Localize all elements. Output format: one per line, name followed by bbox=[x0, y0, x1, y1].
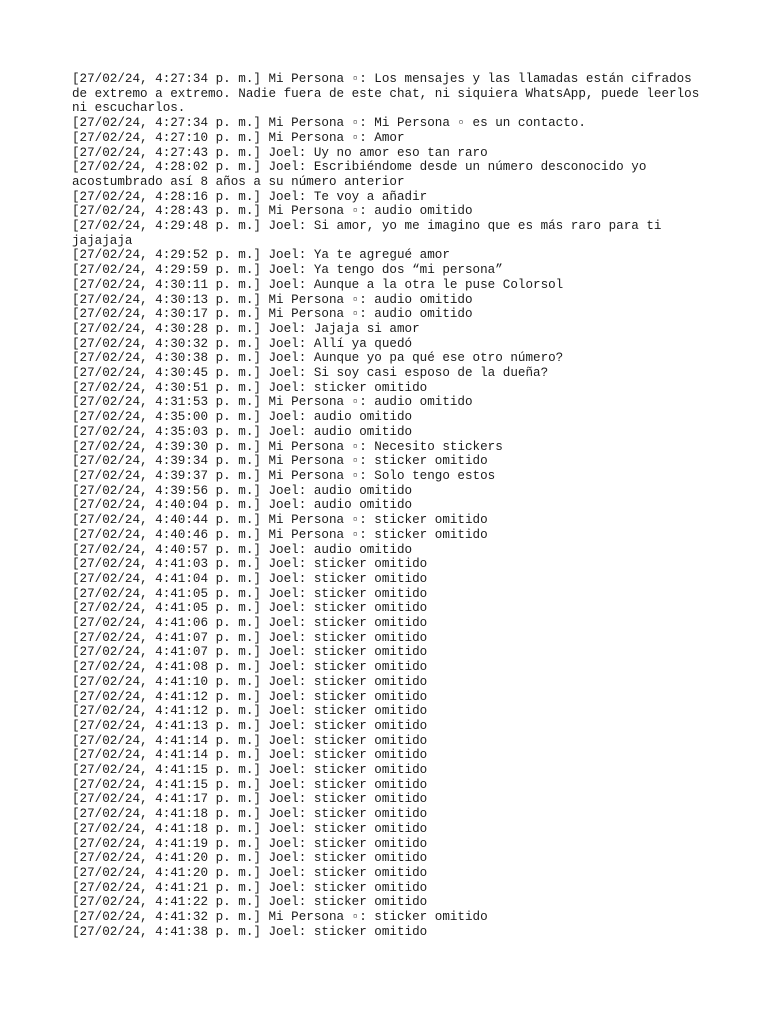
message-text: Joel: audio omitido bbox=[268, 410, 413, 425]
chat-message bbox=[72, 881, 712, 896]
chat-message bbox=[72, 704, 712, 719]
message-timestamp: [27/02/24, 4:41:22 p. m.] bbox=[72, 895, 261, 910]
message-timestamp: [27/02/24, 4:41:17 p. m.] bbox=[72, 792, 261, 807]
message-timestamp: [27/02/24, 4:28:16 p. m.] bbox=[72, 189, 261, 204]
message-text: Joel: sticker omitido bbox=[268, 895, 428, 910]
message-timestamp: [27/02/24, 4:30:13 p. m.] bbox=[72, 292, 261, 307]
chat-message bbox=[72, 616, 712, 631]
message-text: Joel: Ya te agregué amor bbox=[268, 248, 450, 263]
message-text: Joel: sticker omitido bbox=[268, 777, 428, 792]
chat-message bbox=[72, 587, 712, 602]
message-timestamp: [27/02/24, 4:41:19 p. m.] bbox=[72, 836, 261, 851]
message-timestamp: [27/02/24, 4:41:14 p. m.] bbox=[72, 733, 261, 748]
chat-message bbox=[72, 425, 712, 440]
chat-message bbox=[72, 293, 712, 308]
message-timestamp: [27/02/24, 4:27:10 p. m.] bbox=[72, 130, 261, 145]
message-text: Joel: Te voy a añadir bbox=[268, 189, 428, 204]
message-timestamp: [27/02/24, 4:41:32 p. m.] bbox=[72, 910, 261, 925]
chat-message bbox=[72, 263, 712, 278]
message-text: Mi Persona ▫: Los mensajes y las llamadas están cifrados de extremo a extremo. Nadie fuera de este chat, ni siquiera WhatsApp, puede leerlos ni escucharlos. bbox=[72, 72, 707, 116]
message-timestamp: [27/02/24, 4:27:34 p. m.] bbox=[72, 116, 261, 131]
message-text: Mi Persona ▫: sticker omitido bbox=[268, 513, 488, 528]
message-text: Joel: sticker omitido bbox=[268, 586, 428, 601]
message-timestamp: [27/02/24, 4:35:03 p. m.] bbox=[72, 424, 261, 439]
chat-message bbox=[72, 807, 712, 822]
chat-message bbox=[72, 381, 712, 396]
message-text: Joel: audio omitido bbox=[268, 483, 413, 498]
chat-message bbox=[72, 146, 712, 161]
chat-message bbox=[72, 631, 712, 646]
message-timestamp: [27/02/24, 4:41:06 p. m.] bbox=[72, 616, 261, 631]
message-timestamp: [27/02/24, 4:41:13 p. m.] bbox=[72, 718, 261, 733]
chat-message bbox=[72, 763, 712, 778]
chat-message bbox=[72, 72, 712, 116]
message-text: Joel: sticker omitido bbox=[268, 704, 428, 719]
chat-message bbox=[72, 690, 712, 705]
chat-message bbox=[72, 248, 712, 263]
message-timestamp: [27/02/24, 4:41:08 p. m.] bbox=[72, 660, 261, 675]
message-text: Mi Persona ▫: sticker omitido bbox=[268, 910, 488, 925]
chat-message bbox=[72, 204, 712, 219]
message-text: Mi Persona ▫: audio omitido bbox=[268, 204, 473, 219]
message-timestamp: [27/02/24, 4:41:38 p. m.] bbox=[72, 924, 261, 939]
message-text: Joel: sticker omitido bbox=[268, 792, 428, 807]
message-timestamp: [27/02/24, 4:31:53 p. m.] bbox=[72, 395, 261, 410]
message-text: Joel: sticker omitido bbox=[268, 807, 428, 822]
message-timestamp: [27/02/24, 4:30:11 p. m.] bbox=[72, 277, 261, 292]
message-timestamp: [27/02/24, 4:29:59 p. m.] bbox=[72, 263, 261, 278]
message-text: Joel: Uy no amor eso tan raro bbox=[268, 145, 488, 160]
message-text: Joel: sticker omitido bbox=[268, 616, 428, 631]
message-timestamp: [27/02/24, 4:41:07 p. m.] bbox=[72, 630, 261, 645]
chat-message bbox=[72, 160, 712, 189]
message-timestamp: [27/02/24, 4:41:05 p. m.] bbox=[72, 586, 261, 601]
chat-message bbox=[72, 837, 712, 852]
chat-message bbox=[72, 601, 712, 616]
chat-message bbox=[72, 925, 712, 940]
message-text: Mi Persona ▫: audio omitido bbox=[268, 307, 473, 322]
message-text: Joel: sticker omitido bbox=[268, 836, 428, 851]
chat-message bbox=[72, 278, 712, 293]
message-text: Mi Persona ▫: Solo tengo estos bbox=[268, 468, 496, 483]
message-timestamp: [27/02/24, 4:41:12 p. m.] bbox=[72, 689, 261, 704]
message-timestamp: [27/02/24, 4:41:12 p. m.] bbox=[72, 704, 261, 719]
message-text: Joel: sticker omitido bbox=[268, 851, 428, 866]
chat-message bbox=[72, 675, 712, 690]
message-timestamp: [27/02/24, 4:28:43 p. m.] bbox=[72, 204, 261, 219]
message-text: Joel: sticker omitido bbox=[268, 718, 428, 733]
message-text: Joel: sticker omitido bbox=[268, 748, 428, 763]
message-timestamp: [27/02/24, 4:30:51 p. m.] bbox=[72, 380, 261, 395]
message-text: Joel: sticker omitido bbox=[268, 880, 428, 895]
chat-message bbox=[72, 410, 712, 425]
message-timestamp: [27/02/24, 4:28:02 p. m.] bbox=[72, 160, 261, 175]
message-text: Joel: sticker omitido bbox=[268, 924, 428, 939]
message-text: Mi Persona ▫: Necesito stickers bbox=[268, 439, 503, 454]
chat-message bbox=[72, 322, 712, 337]
message-timestamp: [27/02/24, 4:39:34 p. m.] bbox=[72, 454, 261, 469]
message-text: Joel: Jajaja si amor bbox=[268, 321, 420, 336]
message-timestamp: [27/02/24, 4:41:18 p. m.] bbox=[72, 807, 261, 822]
message-timestamp: [27/02/24, 4:29:52 p. m.] bbox=[72, 248, 261, 263]
chat-message bbox=[72, 366, 712, 381]
message-timestamp: [27/02/24, 4:40:04 p. m.] bbox=[72, 498, 261, 513]
message-timestamp: [27/02/24, 4:30:17 p. m.] bbox=[72, 307, 261, 322]
message-text: Joel: sticker omitido bbox=[268, 660, 428, 675]
chat-message bbox=[72, 351, 712, 366]
message-text: Joel: audio omitido bbox=[268, 542, 413, 557]
message-timestamp: [27/02/24, 4:41:15 p. m.] bbox=[72, 777, 261, 792]
chat-message bbox=[72, 513, 712, 528]
message-text: Mi Persona ▫: audio omitido bbox=[268, 292, 473, 307]
message-text: Joel: sticker omitido bbox=[268, 821, 428, 836]
chat-message bbox=[72, 557, 712, 572]
chat-message bbox=[72, 337, 712, 352]
chat-message bbox=[72, 851, 712, 866]
message-text: Mi Persona ▫: Amor bbox=[268, 130, 405, 145]
message-text: Joel: sticker omitido bbox=[268, 380, 428, 395]
chat-message bbox=[72, 910, 712, 925]
message-text: Joel: Escribiéndome desde un número desconocido yo acostumbrado así 8 años a su número anterior bbox=[72, 160, 654, 189]
message-timestamp: [27/02/24, 4:39:56 p. m.] bbox=[72, 483, 261, 498]
message-timestamp: [27/02/24, 4:41:21 p. m.] bbox=[72, 880, 261, 895]
chat-message bbox=[72, 219, 712, 248]
chat-message bbox=[72, 395, 712, 410]
chat-message bbox=[72, 778, 712, 793]
message-text: Joel: audio omitido bbox=[268, 498, 413, 513]
message-text: Joel: Si soy casi esposo de la dueña? bbox=[268, 366, 549, 381]
message-timestamp: [27/02/24, 4:35:00 p. m.] bbox=[72, 410, 261, 425]
message-text: Joel: sticker omitido bbox=[268, 557, 428, 572]
chat-message bbox=[72, 645, 712, 660]
message-timestamp: [27/02/24, 4:41:20 p. m.] bbox=[72, 851, 261, 866]
chat-message bbox=[72, 719, 712, 734]
chat-message bbox=[72, 748, 712, 763]
message-timestamp: [27/02/24, 4:30:28 p. m.] bbox=[72, 321, 261, 336]
chat-message bbox=[72, 190, 712, 205]
message-text: Mi Persona ▫: sticker omitido bbox=[268, 527, 488, 542]
message-text: Joel: audio omitido bbox=[268, 424, 413, 439]
chat-message bbox=[72, 440, 712, 455]
chat-message bbox=[72, 484, 712, 499]
chat-transcript bbox=[72, 72, 712, 939]
message-text: Joel: sticker omitido bbox=[268, 689, 428, 704]
chat-message bbox=[72, 469, 712, 484]
message-text: Joel: Allí ya quedó bbox=[268, 336, 413, 351]
message-timestamp: [27/02/24, 4:41:14 p. m.] bbox=[72, 748, 261, 763]
message-timestamp: [27/02/24, 4:30:32 p. m.] bbox=[72, 336, 261, 351]
chat-message bbox=[72, 866, 712, 881]
message-timestamp: [27/02/24, 4:40:44 p. m.] bbox=[72, 513, 261, 528]
message-timestamp: [27/02/24, 4:41:03 p. m.] bbox=[72, 557, 261, 572]
chat-message bbox=[72, 307, 712, 322]
chat-message bbox=[72, 131, 712, 146]
message-timestamp: [27/02/24, 4:29:48 p. m.] bbox=[72, 219, 261, 234]
chat-message bbox=[72, 734, 712, 749]
message-text: Joel: sticker omitido bbox=[268, 645, 428, 660]
chat-message bbox=[72, 792, 712, 807]
message-text: Joel: sticker omitido bbox=[268, 865, 428, 880]
message-timestamp: [27/02/24, 4:27:34 p. m.] bbox=[72, 72, 261, 86]
message-text: Joel: Si amor, yo me imagino que es más raro para ti jajajaja bbox=[72, 219, 670, 248]
message-timestamp: [27/02/24, 4:40:46 p. m.] bbox=[72, 527, 261, 542]
message-text: Mi Persona ▫: audio omitido bbox=[268, 395, 473, 410]
message-timestamp: [27/02/24, 4:30:38 p. m.] bbox=[72, 351, 261, 366]
chat-message bbox=[72, 660, 712, 675]
message-text: Joel: Aunque a la otra le puse Colorsol bbox=[268, 277, 564, 292]
message-timestamp: [27/02/24, 4:41:10 p. m.] bbox=[72, 674, 261, 689]
chat-message bbox=[72, 572, 712, 587]
chat-message bbox=[72, 895, 712, 910]
message-text: Joel: sticker omitido bbox=[268, 763, 428, 778]
message-text: Joel: sticker omitido bbox=[268, 601, 428, 616]
chat-message bbox=[72, 454, 712, 469]
message-text: Joel: sticker omitido bbox=[268, 674, 428, 689]
chat-message bbox=[72, 822, 712, 837]
message-timestamp: [27/02/24, 4:41:07 p. m.] bbox=[72, 645, 261, 660]
message-timestamp: [27/02/24, 4:41:20 p. m.] bbox=[72, 865, 261, 880]
message-text: Mi Persona ▫: Mi Persona ▫ es un contacto. bbox=[268, 116, 586, 131]
message-text: Joel: sticker omitido bbox=[268, 571, 428, 586]
chat-message bbox=[72, 528, 712, 543]
message-text: Joel: Ya tengo dos “mi persona” bbox=[268, 263, 503, 278]
message-timestamp: [27/02/24, 4:39:30 p. m.] bbox=[72, 439, 261, 454]
message-timestamp: [27/02/24, 4:41:18 p. m.] bbox=[72, 821, 261, 836]
message-timestamp: [27/02/24, 4:27:43 p. m.] bbox=[72, 145, 261, 160]
message-timestamp: [27/02/24, 4:30:45 p. m.] bbox=[72, 366, 261, 381]
message-timestamp: [27/02/24, 4:41:15 p. m.] bbox=[72, 763, 261, 778]
message-text: Joel: sticker omitido bbox=[268, 733, 428, 748]
message-timestamp: [27/02/24, 4:40:57 p. m.] bbox=[72, 542, 261, 557]
chat-message bbox=[72, 116, 712, 131]
message-timestamp: [27/02/24, 4:41:05 p. m.] bbox=[72, 601, 261, 616]
message-text: Joel: Aunque yo pa qué ese otro número? bbox=[268, 351, 564, 366]
message-text: Mi Persona ▫: sticker omitido bbox=[268, 454, 488, 469]
chat-message bbox=[72, 498, 712, 513]
message-timestamp: [27/02/24, 4:41:04 p. m.] bbox=[72, 571, 261, 586]
message-timestamp: [27/02/24, 4:39:37 p. m.] bbox=[72, 468, 261, 483]
message-text: Joel: sticker omitido bbox=[268, 630, 428, 645]
chat-message bbox=[72, 543, 712, 558]
